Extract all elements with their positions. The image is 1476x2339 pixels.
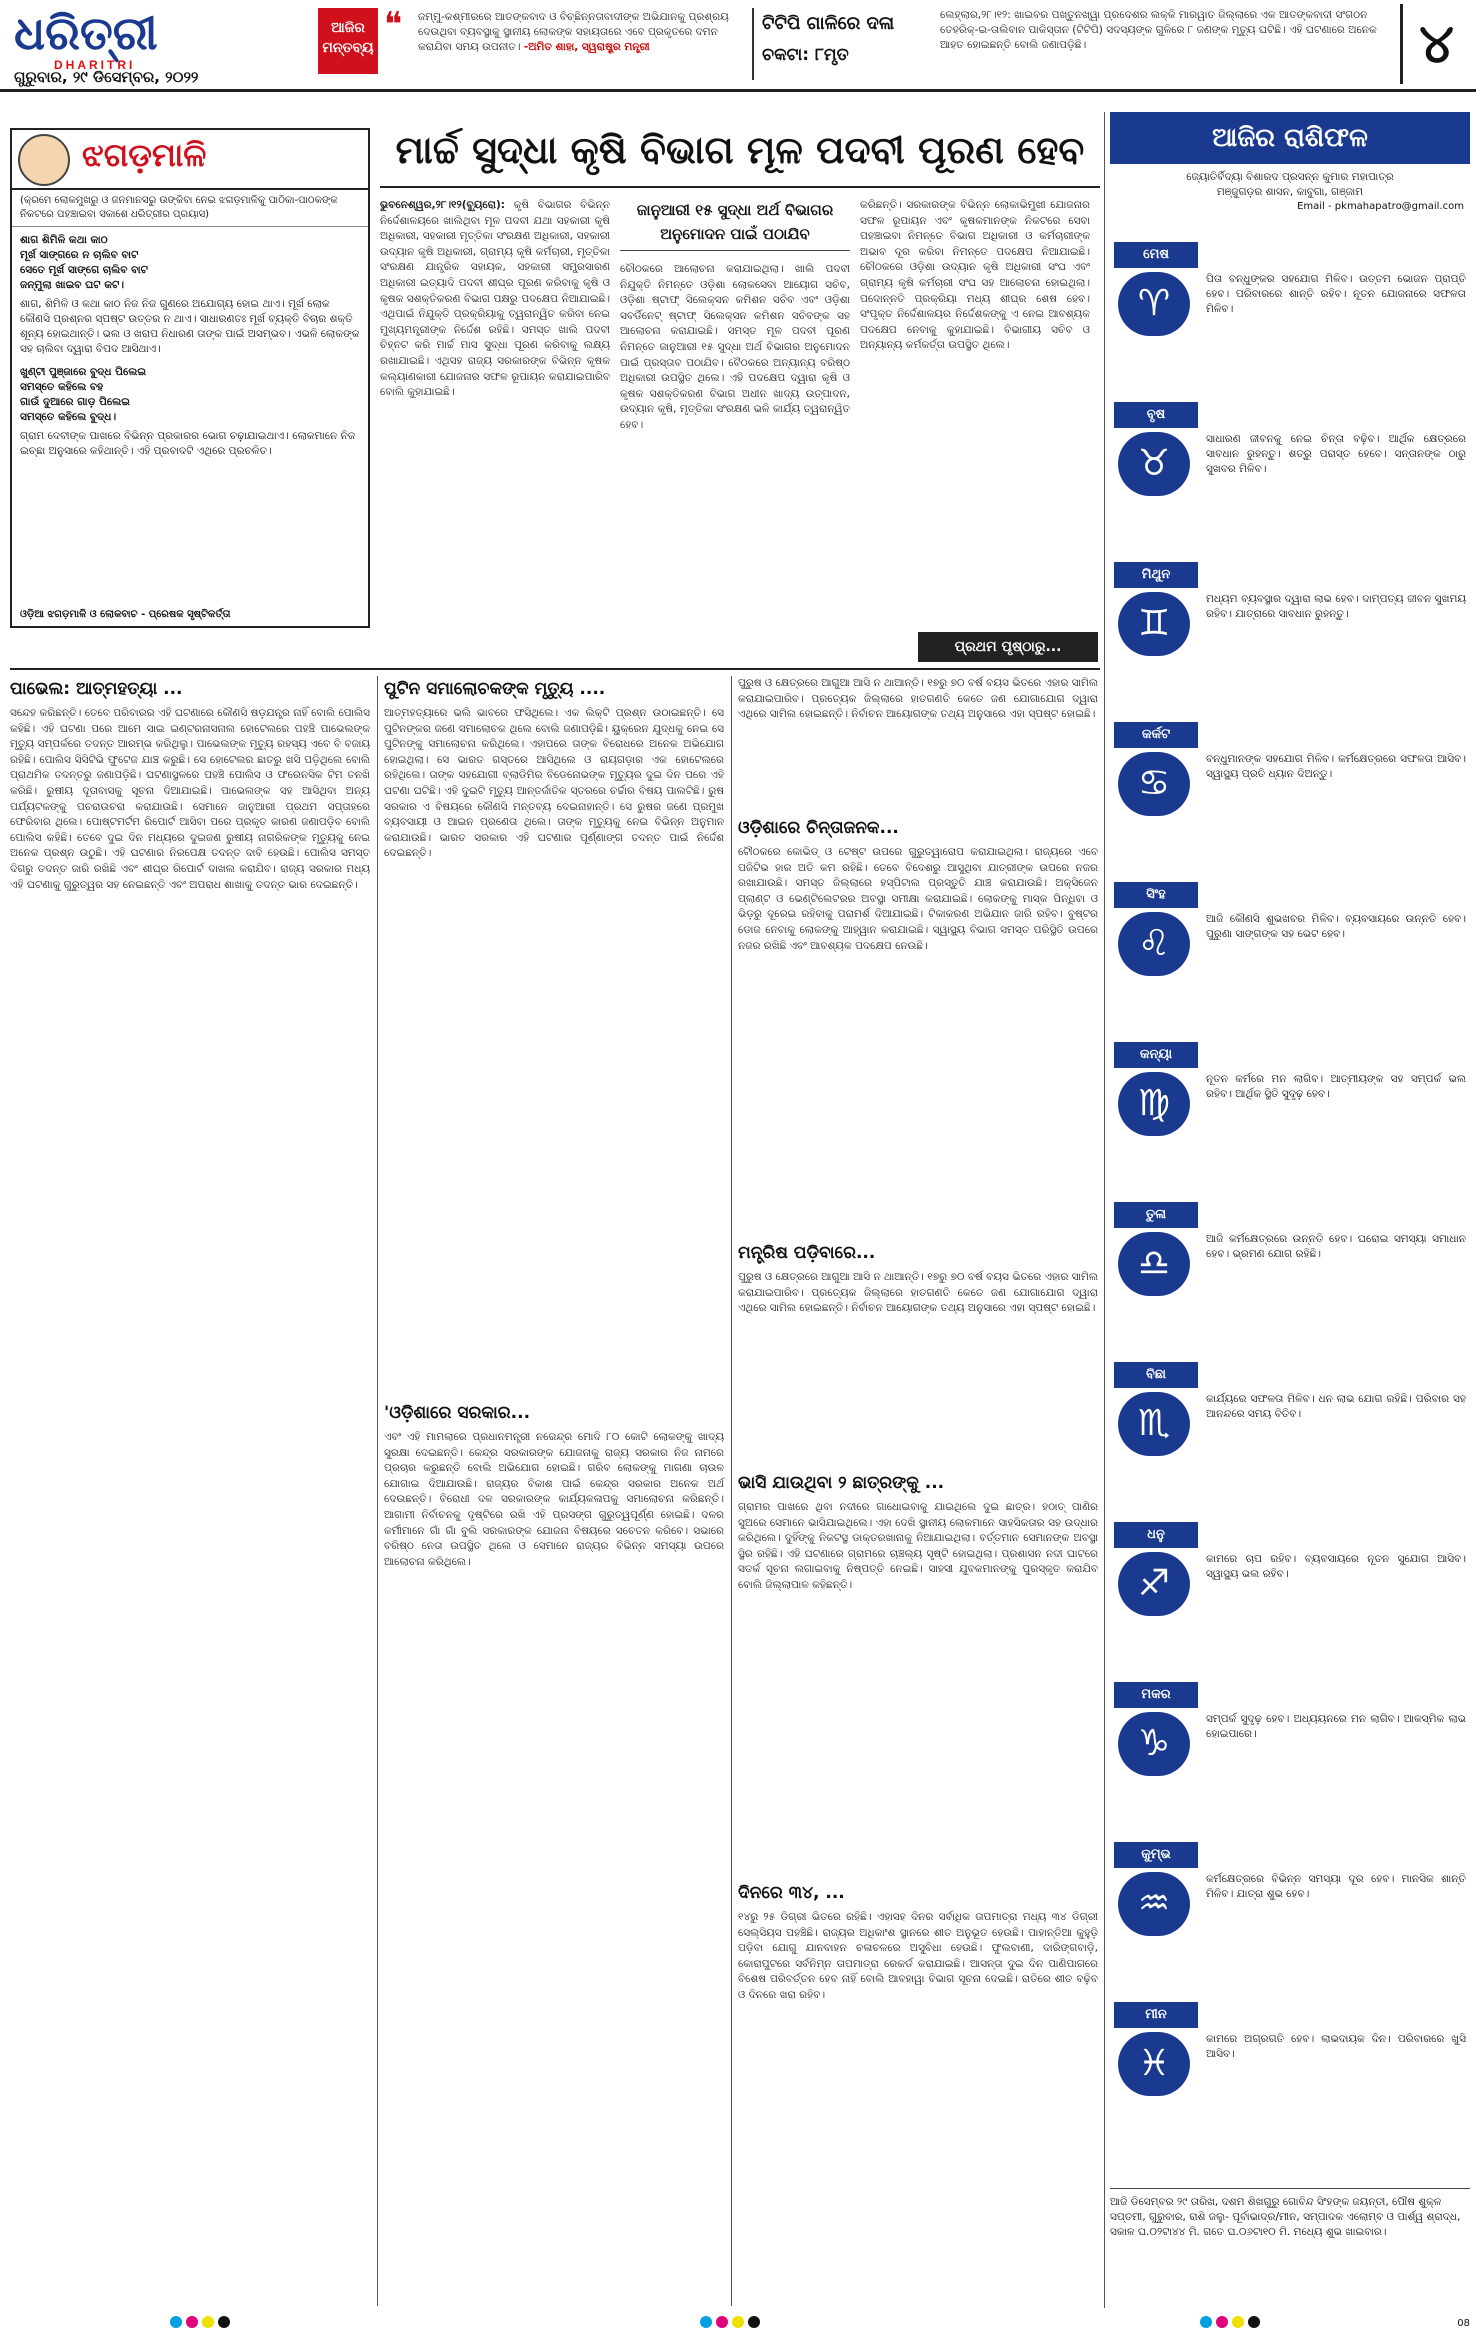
aries-icon: ♈ [1118,272,1190,336]
horoscope-title: ଆଜିର ରାଶିଫଳ [1110,112,1470,164]
magenta-dot [186,2316,198,2328]
sign-label: କନ୍ୟା [1114,1042,1198,1068]
sign-text: ସମ୍ପର୍କ ସୁଦୃଢ଼ ହେବ। ଅଧ୍ୟୟନରେ ମନ ଲାଗିବ। ଆକସ୍ମିକ ଲାଭ ହୋଇପାରେ। [1206,1713,1466,1740]
story-body: ପୁରୁଷ ଓ କ୍ଷେତ୍ରରେ ଆଗୁଆ ଆସି ନ ଥାଆନ୍ତି। ୧୭ରୁ ୭୦ ବର୍ଷ ବୟସ ଭିତରେ ଏହାର ସାମିଲ କରାଯାଇପାରିବ। ପ୍ରତ୍ୟେକ ଜିଲ୍ଲାରେ ହାତଗଣତି କେତେ ଜଣ ଯୋଗାଯୋଗ ଦ୍ୱାରା ଏଥିରେ ସାମିଲ ହୋଇଛନ୍ତି। ନିର୍ବାଚନ ଆୟୋଗଙ୍କ ତଥ୍ୟ ଅନୁସାରେ ଏହା ସ୍ପଷ୍ଟ ହୋଇଛି। [738,677,1098,721]
top-headline-line-1: ଟିଟିପି ଗାଳିରେ ଦଳା [762,13,895,34]
story-body: ପୁରୁଷ ଓ କ୍ଷେତ୍ରରେ ଆଗୁଆ ଆସି ନ ଥାଆନ୍ତି। ୧୭ରୁ ୭୦ ବର୍ଷ ବୟସ ଭିତରେ ଏହାର ସାମିଲ କରାଯାଇପାରିବ। ପ୍ରତ୍ୟେକ ଜିଲ୍ଲାରେ ହାତଗଣତି କେତେ ଜଣ ଯୋଗାଯୋଗ ଦ୍ୱାରା ଏଥିରେ ସାମିଲ ହୋଇଛନ୍ତି। ନିର୍ବାଚନ ଆୟୋଗଙ୍କ ତଥ୍ୟ ଅନୁସାରେ ଏହା ସ୍ପଷ୍ଟ ହୋଇଛି। [738,1271,1098,1315]
cyan-dot [700,2316,712,2328]
quote-of-day [418,10,738,55]
black-dot [748,2316,760,2328]
story-headline: ପୁଟିନ ସମାଲୋଚକଙ୍କ ମୃତ୍ୟୁ .... [384,679,606,699]
sign-label: ମେଷ [1114,242,1198,268]
taurus-icon: ♉ [1118,432,1190,496]
sign-label: ମିଥୁନ [1114,562,1198,588]
pisces-icon: ♓ [1118,2032,1190,2096]
story-headline: 'ଓଡ଼ିଶାରେ ସରକାର... [384,1403,531,1423]
yellow-dot [1232,2316,1244,2328]
cyan-dot [170,2316,182,2328]
jhagadmali-intro: (କ୍ରମେ ଲୋକମୁଖରୁ ଓ ଜନମାନସରୁ ଉଙ୍କିବା ନେଇ ଝଗଡ଼ମାଳିକୁ ପାଠିକା-ପାଠକଙ୍କ ନିକଟରେ ପହଞ୍ଚାଇବା ସକାଶେ ଧରିତ୍ରୀର ପ୍ରୟାସ) [12,190,368,227]
sagittarius-icon: ♐ [1118,1552,1190,1616]
story-body: ସନ୍ଦେହ କରିଛନ୍ତି। ତେବେ ପରିବାରର ଏହି ଘଟଣାରେ କୌଣସି ଷଡ଼ଯନ୍ତ୍ର ନାହିଁ ବୋଲି ପୋଲିସ କହିଛି। ଏହି ଘଟଣା ପରେ ଆମେ ସାଇ ଇଣ୍ଟରନାସନାଲ ହୋଟେଲରେ ପହଞ୍ଚି ପାଭେଲଙ୍କ ମୃତ୍ୟୁ ସମ୍ପର୍କରେ ତଦନ୍ତ ଆରମ୍ଭ କରିଥିଲୁ। ପାଭେଲଙ୍କ ମୃତ୍ୟୁ ରହସ୍ୟ ଏବେ ବି ବଜାୟ ରହିଛି। ପୋଲିସ ସିସିଟିଭି ଫୁଟେଜ ଯାଞ୍ଚ କରୁଛି। ସେ ହୋଟେଲର ଛାତରୁ ଖସି ପଡ଼ିଥିଲେ ବୋଲି ପ୍ରାଥମିକ ତଦନ୍ତରୁ ଜଣାପଡ଼ିଛି। ଘଟଣାସ୍ଥଳରେ ପହଞ୍ଚି ପୋଲିସ ଓ ଫରେନସିକ ଟିମ ତନଖି କରିଛି। ରୁଷୀୟ ଦୂତାବାସକୁ ସୂଚନା ଦିଆଯାଇଛି। ପାଭେଲଙ୍କ ସହ ଆସିଥିବା ଅନ୍ୟ ପର୍ଯ୍ୟଟକଙ୍କୁ ପଚରାଉଚରା କରାଯାଉଛି। ସେମାନେ ଜାନୁଆରୀ ପ୍ରଥମ ସପ୍ତାହରେ ଫେରିବାର ଥିଲେ। ପୋଷ୍ଟମର୍ଟମ ରିପୋର୍ଟ ଆସିବା ପରେ ପ୍ରକୃତ କାରଣ ଜଣାପଡ଼ିବ ବୋଲି ପୋଲିସ କହିଛି। ତେବେ ଦୁଇ ଦିନ ମଧ୍ୟରେ ଦୁଇଜଣ ରୁଷୀୟ ନାଗରିକଙ୍କ ମୃତ୍ୟୁକୁ ନେଇ ଅନେକ ପ୍ରଶ୍ନ ଉଠୁଛି। ଏହି ଘଟଣାର ନିରପେକ୍ଷ ତଦନ୍ତ ଦାବି ହେଉଛି। ପୋଲିସ ସମସ୍ତ ଦିଗରୁ ତଦନ୍ତ ଜାରି ରଖିଛି ଏବଂ ଶୀଘ୍ର ରିପୋର୍ଟ ଦାଖଲ କରାଯିବ। ରାଜ୍ୟ ସରକାର ମଧ୍ୟ ଏହି ଘଟଣାକୁ ଗୁରୁତ୍ୱର ସହ ନେଇଛନ୍ତି ଏବଂ ଅପରାଧ ଶାଖାକୁ ତଦନ୍ତ ଭାର ଦେଇଛନ୍ତି। [10,707,370,891]
yellow-dot [202,2316,214,2328]
story-body: ୧୪ରୁ ୨୫ ଡିଗ୍ରୀ ଭିତରେ ରହିଛି। ଏହାସହ ଦିନର ସର୍ବାଧିକ ତାପମାତ୍ରା ମଧ୍ୟ ୩୪ ଡିଗ୍ରୀ ସେଲ୍ସିୟସ ପହଞ୍ଚିଛି। ରାଜ୍ୟର ଅଧିକାଂଶ ସ୍ଥାନରେ ଶୀତ ଅନୁଭୂତ ହେଉଛି। ପାହାନ୍ତିଆ କୁହୁଡ଼ି ପଡ଼ିବା ଯୋଗୁ ଯାନବାହନ ଚଳାଚଳରେ ଅସୁବିଧା ହେଉଛି। ଫୁଲବାଣୀ, ଦାରିଙ୍ଗବାଡ଼ି, କୋରାପୁଟରେ ସର୍ବନିମ୍ନ ତାପମାତ୍ରା ରେକର୍ଡ କରାଯାଇଛି। ଆସନ୍ତା ଦୁଇ ଦିନ ପାଣିପାଗରେ ବିଶେଷ ପରିବର୍ତ୍ତନ ହେବ ନାହିଁ ବୋଲି ଆବହାୱା ବିଭାଗ ସୂଚନା ଦେଇଛି। ରାତିରେ ଶୀତ ବଢ଼ିବ ଓ ଦିନରେ ଖରା ରହିବ। [738,1911,1098,2001]
sign-label: ମକର [1114,1682,1198,1708]
lead-column-1 [380,198,610,628]
lead-byline: ଭୁବନେଶ୍ୱର,୨୮।୧୨(ବ୍ୟୁରୋ): [380,199,505,211]
sign-text: ସାଧାରଣ ଜୀବନକୁ ନେଇ ଚିନ୍ତା ବଢ଼ିବ। ଆର୍ଥିକ କ୍ଷେତ୍ରରେ ସାବଧାନ ରୁହନ୍ତୁ। ଶତ୍ରୁ ପରାସ୍ତ ହେବେ। ସନ୍ତାନଙ୍କ ଠାରୁ ସୁଖବର ମିଳିବ। [1206,433,1466,475]
story-body: ଗ୍ରାମର ପାଖରେ ଥିବା ନଦୀରେ ଗାଧୋଇବାକୁ ଯାଇଥିଲେ ଦୁଇ ଛାତ୍ର। ହଠାତ୍ ପାଣିର ସୁଅରେ ସେମାନେ ଭାସିଯାଇଥିଲେ। ଏହା ଦେଖି ସ୍ଥାନୀୟ ଲୋକମାନେ ସାହସିକତାର ସହ ଉଦ୍ଧାର କରିଥିଲେ। ଦୁହିଁଙ୍କୁ ନିକଟସ୍ଥ ଡାକ୍ତରଖାନାକୁ ନିଆଯାଇଥିଲା। ବର୍ତ୍ତମାନ ସେମାନଙ୍କ ଅବସ୍ଥା ସ୍ଥିର ରହିଛି। ଏହି ଘଟଣାରେ ଗ୍ରାମରେ ଚାଞ୍ଚଲ୍ୟ ସୃଷ୍ଟି ହୋଇଥିଲା। ପ୍ରଶାସନ ନଦୀ ଘାଟରେ ସତର୍କ ସୂଚନା ଲଗାଇବାକୁ ନିଷ୍ପତ୍ତି ନେଇଛି। ସାହସୀ ଯୁବକମାନଙ୍କୁ ପୁରସ୍କୃତ କରାଯିବ ବୋଲି ଜିଲ୍ଲାପାଳ କହିଛନ୍ତି। [738,1501,1098,1591]
sign-text: କାମରେ ଅଗ୍ରଗତି ହେବ। ଲାଭଦାୟକ ଦିନ। ପରିବାରରେ ଖୁସି ଆସିବ। [1206,2033,1466,2060]
print-registration-marks [0,2312,1476,2336]
story-body: ଟୌଠକରେ କୋଭିଡ୍ ଓ ଟେଷ୍ଟ ଉପରେ ଗୁରୁତ୍ୱାରୋପ କରାଯାଇଥିଲା। ରାଜ୍ୟରେ ଏବେ ପଜିଟିଭ ହାର ଅତି କମ ରହିଛି। ତେବେ ବିଦେଶରୁ ଆସୁଥିବା ଯାତ୍ରୀଙ୍କ ଉପରେ ନଜର ରଖାଯାଉଛି। ସମସ୍ତ ଜିଲ୍ଲାରେ ହସ୍ପିଟାଲ ପ୍ରସ୍ତୁତି ଯାଞ୍ଚ କରାଯାଉଛି। ଅକ୍ସିଜେନ ପ୍ଲାଣ୍ଟ ଓ ଭେଣ୍ଟିଲେଟରର ଅବସ୍ଥା ସମୀକ୍ଷା କରାଯାଇଛି। ଲୋକଙ୍କୁ ମାସ୍କ ପିନ୍ଧିବା ଓ ଭିଡ଼ରୁ ଦୂରେଇ ରହିବାକୁ ପରାମର୍ଶ ଦିଆଯାଇଛି। ଟିକାକରଣ ଅଭିଯାନ ଜାରି ରହିବ। ବୁଷ୍ଟର ଡୋଜ ନେବାକୁ ଲୋକଙ୍କୁ ଆହ୍ୱାନ କରାଯାଇଛି। ସ୍ୱାସ୍ଥ୍ୟ ବିଭାଗ ସମସ୍ତ ପରିସ୍ଥିତି ଉପରେ ନଜର ରଖିଛି ଏବଂ ଆବଶ୍ୟକ ପଦକ୍ଷେପ ନେଉଛି। [738,846,1098,952]
top-headline-line-2: ଚକଟା: ୮ମୃତ [762,45,849,65]
story-headline: ପାଭେଲ: ଆତ୍ମହତ୍ୟା ... [10,679,183,699]
capricorn-icon: ♑ [1118,1712,1190,1776]
astrologer-name: ଜ୍ୟୋତିର୍ବିଦ୍ୟା ବିଶାରଦ ପ୍ରସନ୍ନ କୁମାର ମହାପାତ୍ର [1186,171,1394,183]
masthead [0,0,1476,92]
sign-text: ପିତା ବନ୍ଧୁଙ୍କର ସହଯୋଗ ମିଳିବ। ଉତ୍ତମ ଭୋଜନ ପ୍ରାପ୍ତି ହେବ। ପରିବାରରେ ଶାନ୍ତି ରହିବ। ନୂତନ ଯୋଜନାରେ ସଫଳତା ମିଳିବ। [1206,273,1466,315]
black-dot [218,2316,230,2328]
logo-name: ଧରିତ୍ରୀ [14,6,158,60]
story-headline: ଦିନରେ ୩୪, ... [738,1883,845,1903]
panjika-footer: ଆଜି ଡିସେମ୍ବର ୨୯ ତାରିଖ, ଦଶମ ଶିଖଗୁରୁ ଗୋବିନ୍ଦ ସିଂହଙ୍କ ଜୟନ୍ତୀ, ପୌଷ ଶୁକ୍ଳ ସପ୍ତମୀ, ଗୁରୁବାର, ରାଶି ଜଲୁ- ପୂର୍ବାଭାଦ୍ର/ମୀନ, ସମ୍ପାଦକ ଏଲୋମ୍ବ ଓ ପାର୍ଶ୍ୱ ଶ୍ରାଦ୍ଧ, ସକାଳ ଘ.୦୨ଟା୪୪ ମି. ଗତେ ଘ.୦୬ଟା୧୦ ମି. ମଧ୍ୟେ ଶୁଭ ଖାଇବାର। [1110,2188,1470,2240]
story-headline: ଭାସି ଯାଉଥିବା ୨ ଛାତ୍ରଙ୍କୁ ... [738,1473,945,1493]
story-headline: ମନ୍ତ୍ରିଷ ପଡ଼ିବାରେ... [738,1243,876,1263]
black-dot [1248,2316,1260,2328]
gemini-icon: ♊ [1118,592,1190,656]
jhagadmali-title: ଝଗଡ଼ମାଳି [82,136,207,174]
lead-column-3: କରିଛନ୍ତି। ସରକାରଙ୍କ ବିଭିନ୍ନ ଲୋକାଭିମୁଖୀ ଯୋଜନାର ସଫଳ ରୂପାୟନ ଏବଂ କୃଷକମାନଙ୍କ ନିକଟରେ ସେବା ପହଞ୍ଚାଇବା ନିମନ୍ତେ ବିଭାଗ ଅଧିକାରୀ ଓ କର୍ମଚାରୀଙ୍କ ଅଭାବ ଦୂର କରିବା ନିମନ୍ତେ ପଦକ୍ଷେପ ନିଆଯାଇଛି। ଚୌଠକରେ ଓଡ଼ିଶା ଉଦ୍ୟାନ କୃଷି ଅଧିକାରୀ ସଂଘ ଏବଂ ଗ୍ରାମ୍ୟ କୃଷି କର୍ମଚାରୀ ସଂଘ ସହ ଆଲୋଚନା ହୋଇଥିଲା। ପଦୋନ୍ନତି ପ୍ରକ୍ରିୟା ମଧ୍ୟ ଶୀଘ୍ର ଶେଷ ହେବ। ସଂପୃକ୍ତ ନିର୍ଦ୍ଦେଶାଳୟର ନିର୍ଦ୍ଦେଶକଙ୍କୁ ଏ ନେଇ ଆବଶ୍ୟକ ପଦକ୍ଷେପ ନେବାକୁ କୁହାଯାଇଛି। ବିଭାଗୀୟ ସଚିବ ଓ ଅନ୍ୟାନ୍ୟ କର୍ମକର୍ତ୍ତା ଉପସ୍ଥିତ ଥିଲେ। [860,199,1090,352]
sign-label: କୁମ୍ଭ [1114,1842,1198,1868]
verse-1: ଶାଗ ଶିମିଳି କଥା କାଠ ମୂର୍ଖ ସାଙ୍ଗରେ ନ ଚାଲିବ ବାଟ ସେତେ ମୂର୍ଖ ସାଙ୍ଗେ ଚାଲିବ ବାଟ ଜନ୍ମୁଲା ଖାଇବ ଘଟ କଟ। [20,234,148,291]
sign-label: କର୍କଟ [1114,722,1198,748]
leo-icon: ♌ [1118,912,1190,976]
sign-label: ବିଛା [1114,1362,1198,1388]
quote-author: -ଅମିତ ଶାହା, ସ୍ୱରାଷ୍ଟ୍ର ମନ୍ତ୍ରୀ [523,41,650,53]
story-body: ଏବଂ ଏହି ମାମଲାରେ ପ୍ରଧାନମନ୍ତ୍ରୀ ନରେନ୍ଦ୍ର ମୋଦି ୮୦ କୋଟି ଲୋକଙ୍କୁ ଖାଦ୍ୟ ସୁରକ୍ଷା ଦେଇଛନ୍ତି। କେନ୍ଦ୍ର ସରକାରଙ୍କ ଯୋଜନାକୁ ରାଜ୍ୟ ସରକାର ନିଜ ନାମରେ ପ୍ରଚାର କରୁଛନ୍ତି ବୋଲି ଅଭିଯୋଗ ହୋଇଛି। ଗରିବ ଲୋକଙ୍କୁ ମାଗଣା ଚାଉଳ ଯୋଗାଇ ଦିଆଯାଉଛି। ରାଜ୍ୟର ବିକାଶ ପାଇଁ କେନ୍ଦ୍ର ସରକାର ଅନେକ ଅର୍ଥ ଦେଉଛନ୍ତି। ବିରୋଧୀ ଦଳ ସରକାରଙ୍କ କାର୍ଯ୍ୟକଳାପକୁ ସମାଲୋଚନା କରିଛନ୍ତି। ଆଗାମୀ ନିର୍ବାଚନକୁ ଦୃଷ୍ଟିରେ ରଖି ଏହି ପ୍ରସଙ୍ଗ ଗୁରୁତ୍ୱପୂର୍ଣ୍ଣ ହୋଇଛି। ଦଳର କର୍ମୀମାନେ ଗାଁ ଗାଁ ବୁଲି ସରକାରଙ୍କ ଯୋଜନା ବିଷୟରେ ସଚେତନ କରିବେ। ସଭାରେ ବରିଷ୍ଠ ନେତା ଉପସ୍ଥିତ ଥିଲେ ଓ ସେମାନେ ରାଜ୍ୟର ବିଭିନ୍ନ ସମସ୍ୟା ଉପରେ ଆଲୋଚନା କରିଥିଲେ। [384,1431,724,1568]
jhagadmali-credit: ଓଡ଼ିଆ ଝଗଡ଼ମାଳି ଓ ଲୋକବାଚ - ପ୍ରେଷକ ସୃଷ୍ଟିକର୍ତ୍ତା [20,609,231,620]
horoscope-column [1110,112,1470,2312]
cartoon-figure-icon [18,134,70,186]
aquarius-icon: ♒ [1118,1872,1190,1936]
page-number: ୪ [1400,4,1470,84]
sign-text: ଆଜି କୌଣସି ଶୁଭଖବର ମିଳିବ। ବ୍ୟବସାୟରେ ଉନ୍ନତି ହେବ। ପୁରୁଣା ସାଙ୍ଗଙ୍କ ସହ ଭେଟ ହେବ। [1206,913,1466,940]
sign-text: ବନ୍ଧୁମାନଙ୍କ ସହଯୋଗ ମିଳିବ। କର୍ମକ୍ଷେତ୍ରରେ ସଫଳତା ଆସିବ। ସ୍ୱାସ୍ଥ୍ୟ ପ୍ରତି ଧ୍ୟାନ ଦିଅନ୍ତୁ। [1206,753,1466,780]
sign-text: କାମରେ ଚାପ ରହିବ। ବ୍ୟବସାୟରେ ନୂତନ ସୁଯୋଗ ଆସିବ। ସ୍ୱାସ୍ଥ୍ୟ ଭଲ ରହିବ। [1206,1553,1466,1580]
sign-label: ଧନୁ [1114,1522,1198,1548]
story-headline: ଓଡ଼ିଶାରେ ଚିନ୍ତାଜନକ... [738,818,899,838]
editorial-label: ଆଜିର ମନ୍ତବ୍ୟ [318,8,378,74]
jhagadmali-box [10,128,370,628]
column-rule [1104,112,1105,2308]
story-body: ଆତ୍ମହତ୍ୟାରେ ଭଲି ଭାବରେ ଫସିଥିଲେ। ଏକ ଲିକ୍ଟି ପ୍ରଶ୍ନ ଉଠାଇଛନ୍ତି। ସେ ପୁଟିନଙ୍କର ଜଣେ ସମାଲୋଚକ ଥିଲେ ବୋଲି ଜଣାପଡ଼ିଛି। ୟୁକ୍ରେନ ଯୁଦ୍ଧକୁ ନେଇ ସେ ପୁଟିନଙ୍କୁ ସମାଲୋଚନା କରିଥିଲେ। ଏହାପରେ ତାଙ୍କ ବିରୋଧରେ ଅନେକ ଅଭିଯୋଗ ହୋଇଥିଲା। ସେ ଭାରତ ଗସ୍ତରେ ଆସିଥିଲେ ଓ ରାୟଗଡ଼ାର ଏକ ହୋଟେଲରେ ରହିଥିଲେ। ତାଙ୍କ ସହଯୋଗୀ ବ୍ଲାଡିମିର ବିଡେନୋଭଙ୍କ ମୃତ୍ୟୁର ଦୁଇ ଦିନ ପରେ ଏହି ଘଟଣା ଘଟିଛି। ଏହି ଦୁଇଟି ମୃତ୍ୟୁ ଆନ୍ତର୍ଜାତିକ ସ୍ତରରେ ଚର୍ଚ୍ଚାର ବିଷୟ ପାଲଟିଛି। ରୁଷ ସରକାର ଏ ବିଷୟରେ କୌଣସି ମନ୍ତବ୍ୟ ଦେଇନାହାନ୍ତି। ସେ ରୁଷର ଜଣେ ପ୍ରମୁଖ ବ୍ୟବସାୟୀ ଓ ଆଇନ ପ୍ରଣେତା ଥିଲେ। ତାଙ୍କ ମୃତ୍ୟୁକୁ ନେଇ ବିଭିନ୍ନ ଅନୁମାନ କରାଯାଉଛି। ଭାରତ ସରକାର ଏହି ଘଟଣାର ପୂର୍ଣ୍ଣାଙ୍ଗ ତଦନ୍ତ ପାଇଁ ନିର୍ଦ୍ଦେଶ ଦେଇଛନ୍ତି। [384,707,724,860]
corner-number: 08 [1457,2318,1470,2329]
logo-sub: DHARITRI [54,58,136,72]
top-headline [752,8,932,80]
verse-2: ଖୁଣ୍ଟୀ ପୁଞ୍ଜାରେ ବୁଦ୍ଧ ପିଲେଇ ସମସ୍ତେ କହିଲେ ବହ ଗାଉଁ ଦୁଆରେ ଗାଡ଼ ପିଲେଇ ସମସ୍ତେ କହିଲେ ବୁଦ୍ଧ। [20,366,147,423]
jhagadmali-body [12,227,368,465]
sign-label: ମୀନ [1114,2002,1198,2028]
astrologer-email: Email - pkmahapatro@gmail.com [1297,201,1464,212]
lead-headline: ମାର୍ଚ୍ଚ ସୁଦ୍ଧା କୃଷି ବିଭାଗ ମୂଳ ପଦବୀ ପୂରଣ ହେବ [380,112,1100,188]
column-rule [377,676,378,2306]
newspaper-logo [14,6,164,72]
column-rule [731,676,732,2306]
sign-text: କର୍ମକ୍ଷେତ୍ରରେ ବିଭିନ୍ନ ସମସ୍ୟା ଦୂର ହେବ। ମାନସିକ ଶାନ୍ତି ମିଳିବ। ଯାତ୍ରା ଶୁଭ ହେବ। [1206,1873,1466,1900]
sign-text: ନୂତନ କର୍ମରେ ମନ ଲାଗିବ। ଆତ୍ମୀୟଙ୍କ ସହ ସମ୍ପର୍କ ଭଲ ରହିବ। ଆର୍ଥିକ ସ୍ଥିତି ସୁଦୃଢ଼ ହେବ। [1206,1073,1466,1100]
lead-col-1-text: କୃଷି ବିଭାଗର ବିଭିନ୍ନ ନିର୍ଦ୍ଦେଶାଳୟରେ ଖାଲିଥିବା ମୂଳ ପଦବୀ ଯଥା ସହକାରୀ କୃଷି ଅଧିକାରୀ, ସହକାରୀ ମୃତ୍ତିକା ସଂରକ୍ଷଣ ଅଧିକାରୀ, ସହକାରୀ ଉଦ୍ୟାନ କୃଷି ଅଧିକାରୀ, ଗ୍ରାମ୍ୟ କୃଷି କର୍ମଚାରୀ, ମୃତ୍ତିକା ସଂରକ୍ଷଣ ଯାନ୍ତ୍ରିକ ସହାୟକ, ସହକାରୀ ସମ୍ପ୍ରସାରଣ ଅଧିକାରୀ ଇତ୍ୟାଦି ପଦବୀ ଶୀଘ୍ର ପୂରଣ କରିବାକୁ କୃଷି ଓ କୃଷକ ସଶକ୍ତିକରଣ ବିଭାଗ ପକ୍ଷରୁ ପଦକ୍ଷେପ ନିଆଯାଇଛି। ଏଥିପାଇଁ ନିଯୁକ୍ତି ପ୍ରକ୍ରିୟାକୁ ତ୍ୱରାନ୍ୱିତ କରିବା ନେଇ ମୁଖ୍ୟମନ୍ତ୍ରୀଙ୍କ ନିର୍ଦ୍ଦେଶ ରହିଛି। ସମସ୍ତ ଖାଲି ପଦବୀ ଚିହ୍ନଟ କରି ମାର୍ଚ୍ଚ ମାସ ସୁଦ୍ଧା ପୂରଣ କରିବାକୁ ଲକ୍ଷ୍ୟ ରଖାଯାଇଛି। ଏଥିସହ ରାଜ୍ୟ ସରକାରଙ୍କ ବିଭିନ୍ନ କୃଷକ କଲ୍ୟାଣକାରୀ ଯୋଜନାର ସଫଳ ରୂପାୟନ କରାଯାଇପାରିବ ବୋଲି କୁହାଯାଇଛି। [380,199,610,399]
top-brief: ଲେହ୍ଲାର,୨୮।୧୨: ଖାଇବର ପଖ୍ତୁନଖ୍ୱା ପ୍ରଦେଶର ଲକ୍କି ମାରୱାତ ଜିଲ୍ଲାରେ ଏକ ଆତଙ୍କବାଦୀ ସଂଗଠନ ତେହରିକ୍-ଇ-ତାଲିବାନ ପାକିସ୍ତାନ (ଟିଟିପି) ସଦସ୍ୟଙ୍କ ଗୁଳିରେ ୮ ଜଣଙ୍କ ମୃତ୍ୟୁ ଘଟିଛି। ଏହି ଘଟଣାରେ ଅନେକ ଆହତ ହୋଇଛନ୍ତି ବୋଲି ଜଣାପଡ଼ିଛି। [940,9,1377,51]
scorpio-icon: ♏ [1118,1392,1190,1456]
sign-label: ବୃଷ [1114,402,1198,428]
lead-sub-headline: ଜାନୁଆରୀ ୧୫ ସୁଦ୍ଧା ଅର୍ଥ ବିଭାଗର ଅନୁମୋଦନ ପାଇଁ ପଠାଯିବ [620,198,850,251]
sign-label: ତୁଳା [1114,1202,1198,1228]
dateline: ଗୁରୁବାର, ୨୯ ଡିସେମ୍ବର, ୨୦୨୨ [14,68,199,86]
lead-column-2: ଚୌଠକରେ ଆଲୋଚନା କରାଯାଇଥିଲା। ଖାଲି ପଦବୀ ନିଯୁକ୍ତି ନିମନ୍ତେ ଓଡ଼ିଶା ଲୋକସେବା ଆୟୋଗ ସଚିବ, ଓଡ଼ିଶା ଷ୍ଟାଫ୍ ସିଲେକ୍ସନ କମିଶନ ସଚିବ ଏବଂ ଓଡ଼ିଶା ସବର୍ଡିନେଟ୍ ଷ୍ଟାଫ୍ ସିଲେକ୍ସନ କମିଶନ ସଚିବଙ୍କ ସହ ଆଲୋଚନା କରାଯାଇଛି। ସମସ୍ତ ମୂଳ ପଦବୀ ପୂରଣ ନିମନ୍ତେ ଜାନୁଆରୀ ୧୫ ସୁଦ୍ଧା ଅର୍ଥ ବିଭାଗର ଅନୁମୋଦନ ପାଇଁ ପ୍ରସ୍ତାବ ପଠାଯିବ। ବୈଠକରେ ଅନ୍ୟାନ୍ୟ ବରିଷ୍ଠ ଅଧିକାରୀ ଉପସ୍ଥିତ ଥିଲେ। ଏହି ପଦକ୍ଷେପ ଦ୍ୱାରା କୃଷି ଓ କୃଷକ ସଶକ୍ତିକରଣ ବିଭାଗ ଅଧୀନ ଖାଦ୍ୟ ଉତ୍ପାଦନ, ଉଦ୍ୟାନ କୃଷି, ମୃତ୍ତିକା ସଂରକ୍ଷଣ ଭଳି କାର୍ଯ୍ୟ ତ୍ୱରାନ୍ୱିତ ହେବ। [620,263,850,431]
virgo-icon: ♍ [1118,1072,1190,1136]
astrologer-address: ମଞ୍ଜୁଗଡ଼ର ଶାସନ, କାବୁଗା, ଗଞ୍ଜାମ [1216,186,1364,198]
magenta-dot [1216,2316,1228,2328]
continued-label: ପ୍ରଥମ ପୃଷ୍ଠାରୁ... [918,632,1098,662]
quote-icon: ❝ [384,5,403,45]
yellow-dot [732,2316,744,2328]
cancer-icon: ♋ [1118,752,1190,816]
jhagadmali-header [12,130,368,190]
sign-text: ଆଜି କର୍ମକ୍ଷେତ୍ରରେ ଉନ୍ନତି ହେବ। ଘରୋଇ ସମସ୍ୟା ସମାଧାନ ହେବ। ଭ୍ରମଣ ଯୋଗ ରହିଛି। [1206,1233,1466,1260]
cyan-dot [1200,2316,1212,2328]
magenta-dot [716,2316,728,2328]
section-divider [10,668,1100,670]
libra-icon: ♎ [1118,1232,1190,1296]
sign-text: ମଧ୍ୟମ ବ୍ୟବସ୍ଥାର ଦ୍ୱାରା ଲାଭ ହେବ। ଦାମ୍ପତ୍ୟ ଜୀବନ ସୁଖମୟ ରହିବ। ଯାତ୍ରାରେ ସାବଧାନ ରୁହନ୍ତୁ। [1206,593,1466,620]
sign-text: କାର୍ଯ୍ୟରେ ସଫଳତା ମିଳିବ। ଧନ ଲାଭ ଯୋଗ ରହିଛି। ପରିବାର ସହ ଆନନ୍ଦରେ ସମୟ ବିତିବ। [1206,1393,1466,1420]
quote-body: ଜମ୍ମୁ-କଶ୍ମୀରରେ ଆତଙ୍କବାଦ ଓ ବିଚ୍ଛିନ୍ନତାବାଦୀଙ୍କ ଅଭିଯାନକୁ ପ୍ରଶ୍ରୟ ଦେଉଥିବା ବ୍ୟବସ୍ଥାକୁ ସ୍ଥାନୀୟ ଲୋକଙ୍କ ସହାୟତାରେ ଏବେ ପ୍ରକୃତରେ ଦମନ କରାଯିବା ସମୟ ଉପନୀତ। [418,11,729,53]
body-2: ଗ୍ରାମ ଦେବୀଙ୍କ ପାଖରେ ବିଭିନ୍ନ ପ୍ରକାରର ଭୋଗ ଚଢ଼ାଯାଇଥାଏ। ଲୋକମାନେ ନିଜ ଇଚ୍ଛା ଅନୁସାରେ କହିଥାନ୍ତି। ଏହି ପ୍ରବାଦଟି ଏଥିରେ ପ୍ରଚଳିତ। [20,430,356,457]
sign-label: ସିଂହ [1114,882,1198,908]
body-1: ଶାଗ, ଶିମିଳି ଓ କଥା କାଠ ନିଜ ନିଜ ଗୁଣରେ ଅଯୋଗ୍ୟ ହୋଇ ଥାଏ। ମୂର୍ଖ ଲୋକ କୌଣସି ପ୍ରଶ୍ନର ସ୍ପଷ୍ଟ ଉତ୍ତର ନ ଥାଏ। ସାଧାରଣତଃ ମୂର୍ଖ ବ୍ୟକ୍ତି ବିଚାର ଶକ୍ତି ଶୂନ୍ୟ ହୋଇଥାନ୍ତି। ଭଲ ଓ ଖରାପ ନିଧାରଣ ତାଙ୍କ ପାଇଁ ଅସମ୍ଭବ। ଏଭଳି ଲୋକଙ୍କ ସହ ଚାଲିବା ଦ୍ୱାରା ବିପଦ ଆସିଥାଏ। [20,298,360,355]
